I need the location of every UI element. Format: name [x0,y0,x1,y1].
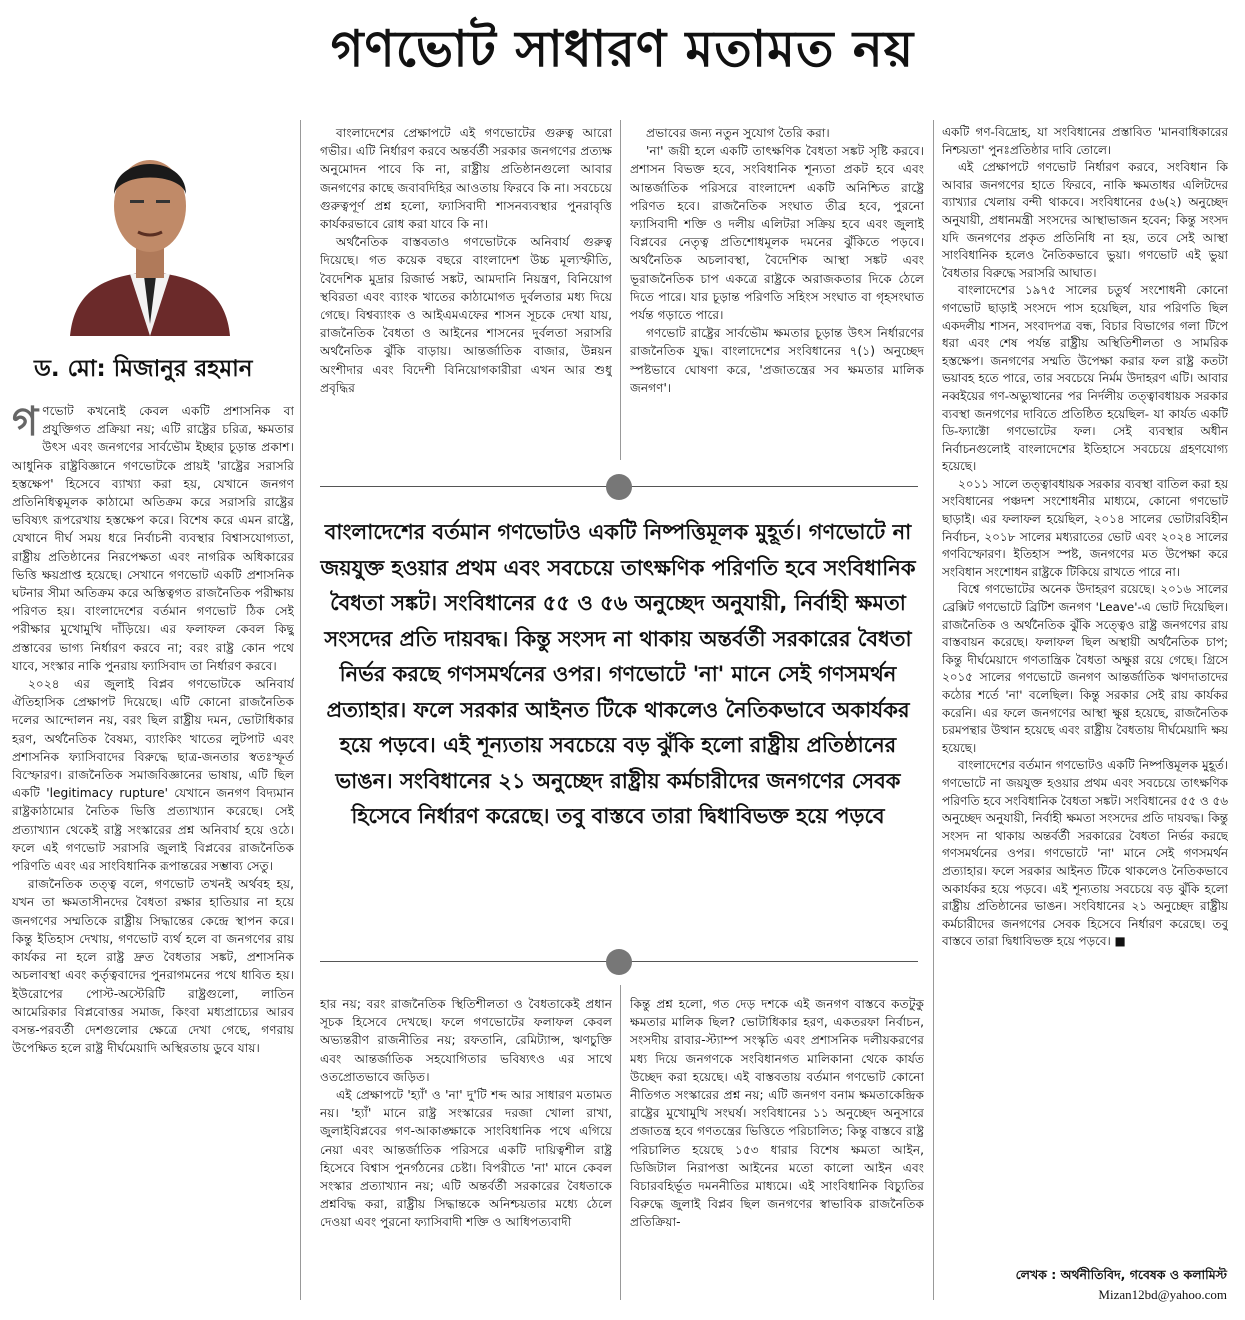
paragraph: গণভোট রাষ্ট্রের সার্বভৌম ক্ষমতার চূড়ান্ত উৎস নির্ধারণের রাজনৈতিক যুদ্ধ। বাংলাদেশের সংবিধানের ৭(১) অনুচ্ছেদ স্পষ্টভাবে ঘোষণা করে, 'প্রজাতন্ত্রের সব ক্ষমতার মালিক জনগণ'। [630,326,924,395]
separator-dot [606,949,632,975]
paragraph: বাংলাদেশের প্রেক্ষাপটে এই গণভোটের গুরুত্ব আরো গভীর। এটি নির্ধারণ করবে অন্তর্বর্তী সরকার জনগণের প্রত্যক্ষ অনুমোদন পাবে কি না, রাষ্ট্রীয় প্রতিষ্ঠানগুলো আবার জনগণের কাছে জবাবদিহির আওতায় ফিরবে কি না। সবচেয়ে গুরুত্বপূর্ণ প্রশ্ন হলো, ফ্যাসিবাদী শাসনব্যবস্থার পুনরাবৃত্তি কার্যকরভাবে রোধ করা যাবে কি না। [320,126,612,232]
author-email[interactable]: Mizan12bd@yahoo.com [1098,1287,1227,1302]
column-2-bottom [320,995,612,1305]
author-credit: লেখক : অর্থনীতিবিদ, গবেষক ও কলামিস্ট [1015,1267,1227,1282]
column-rule [620,985,621,1300]
column-1 [12,402,294,1310]
paragraph: রাজনৈতিক তত্ত্ব বলে, গণভোট তখনই অর্থবহ হয়, যখন তা ক্ষমতাসীনদের বৈধতা রক্ষার হাতিয়ার না হয়ে জনগণের সম্মতিকে রাষ্ট্রীয় সিদ্ধান্তের কেন্দ্রে স্থাপন করে। কিন্তু ইতিহাস দেখায়, গণভোট ব্যর্থ হলে বা জনগণের রায় কার্যকর না হলে রাষ্ট্র দ্রুত বৈধতার সঙ্কট, প্রশাসনিক অচলাবস্থা এবং কর্তৃত্ববাদের পুনরাগমনের পথে ধাবিত হয়। ইউরোপের পোস্ট-অস্টেরিটি রাষ্ট্রগুলো, লাতিন আমেরিকার বিপ্লবোত্তর সমাজ, কিংবা মধ্যপ্রাচ্যের আরব বসন্ত-পরবর্তী দেশগুলোর ক্ষেত্রে দেখা গেছে, গণরায় উপেক্ষিত হলে রাষ্ট্র দীর্ঘমেয়াদি অস্থিরতায় ডুবে যায়। [12,877,294,1056]
author-photo [60,124,240,336]
paragraph: প্রভাবের জন্য নতুন সুযোগ তৈরি করা। [646,126,830,140]
paragraph: হার নয়; বরং রাজনৈতিক স্থিতিশীলতা ও বৈধতাকেই প্রধান সূচক হিসেবে দেখছে। ফলে গণভোটের ফলাফল কেবল অভ্যন্তরীণ রাজনীতির নয়; রফতানি, রেমিট্যান্স, ঋণচুক্তি এবং আন্তর্জাতিক সহযোগিতার ভবিষ্যৎও এর সাথে ওতপ্রোতভাবে জড়িত। [320,997,612,1084]
column-2-top [320,124,612,464]
paragraph: একটি গণ-বিদ্রোহ, যা সংবিধানের প্রস্তাবিত 'মানবাধিকারের নিশ্চয়তা' পুনঃপ্রতিষ্ঠার দাবি তোলে। [942,125,1228,157]
paragraph: কিন্তু প্রশ্ন হলো, গত দেড় দশকে এই জনগণ বাস্তবে কতটুকু ক্ষমতার মালিক ছিল? ভোটাধিকার হরণ, একতরফা নির্বাচন, সংসদীয় রাবার-স্ট্যাম্প সংস্কৃতি এবং প্রশাসনিক দলীয়করণের মধ্য দিয়ে জনগণকে সংবিধানগত মালিকানা থেকে কার্যত উচ্ছেদ করা হয়েছে। এই বাস্তবতায় বর্তমান গণভোট কোনো নীতিগত সংস্কারের প্রশ্ন নয়; এটি জনগণ বনাম ক্ষমতাকেন্দ্রিক রাষ্ট্রের মুখোমুখি সংঘর্ষ। সংবিধানের ১১ অনুচ্ছেদ অনুসারে প্রজাতন্ত্র হবে গণতন্ত্রের ভিত্তিতে পরিচালিত; কিন্তু বাস্তবে রাষ্ট্র পরিচালিত হয়েছে ১৫৩ ধারার বিশেষ ক্ষমতা আইন, ডিজিটাল নিরাপত্তা আইনের মতো কালো আইন এবং বিচারবহির্ভূত দমননীতির মাধ্যমে। এই সাংবিধানিক বিচ্যুতির বিরুদ্ধে জুলাই বিপ্লব ছিল জনগণের স্বাভাবিক রাজনৈতিক প্রতিক্রিয়া- [630,997,924,1230]
paragraph: ণভোট কখনোই কেবল একটি প্রশাসনিক বা প্রযুক্তিগত প্রক্রিয়া নয়; এটি রাষ্ট্রের চরিত্র, ক্ষমতার উৎস এবং জনগণের সার্বভৌম ইচ্ছার চূড়ান্ত প্রকাশ। আধুনিক রাষ্ট্রবিজ্ঞানে গণভোটকে প্রায়ই 'রাষ্ট্রের সরাসরি হস্তক্ষেপ' হিসেবে ব্যাখ্যা করা হয়, যেখানে জনগণ প্রতিনিধিত্বমূলক কাঠামো অতিক্রম করে সরাসরি রাষ্ট্রের ভবিষ্যৎ রূপরেখায় হস্তক্ষেপ করে। বিশেষ করে এমন রাষ্ট্রে, যেখানে দীর্ঘ সময় ধরে নির্বাচনী ব্যবস্থার বিশ্বাসযোগ্যতা, রাষ্ট্রীয় প্রতিষ্ঠানের নিরপেক্ষতা এবং নাগরিক অধিকারের ভিত্তি ক্ষয়প্রাপ্ত হয়েছে। সেখানে গণভোট একটি প্রশাসনিক ঘটনার সীমা অতিক্রম করে অস্তিত্বগত রাজনৈতিক পরীক্ষায় পরিণত হয়। বাংলাদেশের বর্তমান গণভোট ঠিক সেই পরীক্ষার মুখোমুখি দাঁড়িয়ে। এর ফলাফল কেবল কিছু প্রস্তাবের ভাগ্য নির্ধারণ করবে না; বরং রাষ্ট্র কোন পথে যাবে, সংস্কার নাকি পুনরায় ফ্যাসিবাদ তা নির্ধারণ করবে। [12,404,294,673]
paragraph: বিশ্বে গণভোটের অনেক উদাহরণ রয়েছে। ২০১৬ সালের ব্রেক্সিট গণভোটে ব্রিটিশ জনগণ 'Leave'-এ ভোট দিয়েছিল। রাজনৈতিক ও অর্থনৈতিক ঝুঁকি সত্ত্বেও রাষ্ট্র জনগণের রায় বাস্তবায়ন করেছে। ফলাফল ছিল অস্থায়ী অর্থনৈতিক চাপ; কিন্তু দীর্ঘমেয়াদে গণতান্ত্রিক বৈধতা অক্ষুণ্ণ রয়ে গেছে। গ্রিসে ২০১৫ সালের গণভোটে জনগণ আন্তর্জাতিক ঋণদাতাদের কঠোর শর্তে 'না' বলেছিল। কিন্তু সরকার সেই রায় কার্যকর করেনি। এর ফলে জনগণের আস্থা ক্ষুণ্ণ হয়েছে, রাজনৈতিক চরমপন্থার উত্থান হয়েছে এবং রাষ্ট্রীয় বৈধতায় দীর্ঘমেয়াদি ক্ষয় হয়েছে। [942,582,1228,755]
paragraph: এই প্রেক্ষাপটে 'হ্যাঁ' ও 'না' দু'টি শব্দ আর সাধারণ মতামত নয়। 'হ্যাঁ' মানে রাষ্ট্র সংস্কারের দরজা খোলা রাখা, জুলাইবিপ্লবের গণ-আকাঙ্ক্ষাকে সাংবিধানিক পথে এগিয়ে নেয়া এবং আন্তর্জাতিক পরিসরে একটি দায়িত্বশীল রাষ্ট্র হিসেবে বিশ্বাস পুনর্গঠনের চেষ্টা। বিপরীতে 'না' মানে কেবল সংস্কার প্রত্যাখ্যান নয়; এটি অন্তর্বর্তী সরকারের বৈধতাকে প্রশ্নবিদ্ধ করা, রাষ্ট্রীয় সিদ্ধান্তকে অনিশ্চয়তার মধ্যে ঠেলে দেওয়া এবং পুরনো ফ্যাসিবাদী শক্তি ও আধিপত্যবাদী [320,1088,612,1230]
paragraph: অর্থনৈতিক বাস্তবতাও গণভোটকে অনিবার্য গুরুত্ব দিয়েছে। গত কয়েক বছরে বাংলাদেশ উচ্চ মূল্যস্ফীতি, বৈদেশিক মুদ্রার রিজার্ভ সঙ্কট, আমদানি নিয়ন্ত্রণ, বিনিয়োগ স্থবিরতা এবং ব্যাংক খাতের কাঠামোগত দুর্বলতার মধ্য দিয়ে গেছে। বিশ্বব্যাংক ও আইএমএফের শাসন সূচকে দেখা যায়, রাজনৈতিক বৈধতা ও আইনের শাসনের দুর্বলতা সরাসরি অর্থনৈতিক ঝুঁকি বাড়ায়। আন্তর্জাতিক বাজার, উন্নয়ন অংশীদার এবং বিদেশী বিনিয়োগকারীরা এখন আর শুধু প্রবৃদ্ধির [320,235,612,395]
pull-quote: বাংলাদেশের বর্তমান গণভোটও একটি নিষ্পত্তিমূলক মুহূর্ত। গণভোটে না জয়যুক্ত হওয়ার প্রথম এবং সবচেয়ে তাৎক্ষণিক পরিণতি হবে সংবিধানিক বৈধতা সঙ্কট। সংবিধানের ৫৫ ও ৫৬ অনুচ্ছেদ অনুযায়ী, নির্বাহী ক্ষমতা সংসদের প্রতি দায়বদ্ধ। কিন্তু সংসদ না থাকায় অন্তর্বর্তী সরকারের বৈধতা নির্ভর করছে গণসমর্থনের ওপর। গণভোটে 'না' মানে সেই গণসমর্থন প্রত্যাহার। ফলে সরকার আইনত টিকে থাকলেও নৈতিকভাবে অকার্যকর হয়ে পড়বে। এই শূন্যতায় সবচেয়ে বড় ঝুঁকি হলো রাষ্ট্রীয় প্রতিষ্ঠানের ভাঙন। সংবিধানের ২১ অনুচ্ছেদ রাষ্ট্রীয় কর্মচারীদের জনগণের সেবক হিসেবে নির্ধারণ করেছে। তবু বাস্তবে তারা দ্বিধাবিভক্ত হয়ে পড়বে [320,520,916,828]
separator-dot [606,474,632,500]
column-3-bottom [630,995,924,1305]
drop-cap: গ [12,402,39,445]
paragraph: বাংলাদেশের বর্তমান গণভোটও একটি নিষ্পত্তিমূলক মুহূর্ত। গণভোটে না জয়যুক্ত হওয়ার প্রথম এবং সবচেয়ে তাৎক্ষণিক পরিণতি হবে সংবিধানিক বৈধতা সঙ্কট। সংবিধানের ৫৫ ও ৫৬ অনুচ্ছেদ অনুযায়ী, নির্বাহী ক্ষমতা সংসদের প্রতি দায়বদ্ধ। কিন্তু সংসদ না থাকায় অন্তর্বর্তী সরকারের বৈধতা নির্ভর করছে গণসমর্থনের ওপর। গণভোটে 'না' মানে সেই গণসমর্থন প্রত্যাহার। ফলে সরকার আইনত টিকে থাকলেও নৈতিকভাবে অকার্যকর হয়ে পড়বে। এই শূন্যতায় সবচেয়ে বড় ঝুঁকি হলো রাষ্ট্রীয় প্রতিষ্ঠানের ভাঙন। সংবিধানের ২১ অনুচ্ছেদ রাষ্ট্রীয় কর্মচারীদের জনগণের সেবক হিসেবে নির্ধারণ করেছে। তবু বাস্তবে তারা দ্বিধাবিভক্ত হয়ে পড়বে। ■ [942,758,1228,949]
paragraph: ২০১১ সালে তত্ত্বাবধায়ক সরকার ব্যবস্থা বাতিল করা হয় সংবিধানের পঞ্চদশ সংশোধনীর মাধ্যমে, কোনো গণভোট ছাড়াই। এর ফলাফল হয়েছিল, ২০১৪ সালের ভোটারবিহীন নির্বাচন, ২০১৮ সালের মধ্যরাতের ভোট এবং ২০২৪ সালের গণবিস্ফোরণ। ইতিহাস স্পষ্ট, জনগণের মত উপেক্ষা করে সংবিধান সংশোধন রাষ্ট্রকে টিকিয়ে রাখতে পারে না। [942,476,1228,579]
paragraph: ২০২৪ এর জুলাই বিপ্লব গণভোটকে অনিবার্য ঐতিহাসিক প্রেক্ষাপট দিয়েছে। এটি কোনো রাজনৈতিক দলের আন্দোলন নয়, বরং ছিল রাষ্ট্রীয় দমন, ভোটাধিকার হরণ, অর্থনৈতিক বৈষম্য, ব্যাংকিং খাতের লুটপাট এবং প্রশাসনিক ফ্যাসিবাদের বিরুদ্ধে ছাত্র-জনতার স্বতঃস্ফূর্ত বিস্ফোরণ। রাজনৈতিক সমাজবিজ্ঞানের ভাষায়, এটি ছিল একটি 'legitimacy rupture' যেখানে জনগণ বিদ্যমান রাষ্ট্রকাঠামোর নৈতিক ভিত্তি প্রত্যাখ্যান করেছে। সেই প্রত্যাখ্যান থেকেই রাষ্ট্র সংস্কারের প্রশ্ন অনিবার্য হয়ে ওঠে। ফলে এই গণভোট সরাসরি জুলাই বিপ্লবের রাজনৈতিক পরিণতি এবং এর সাংবিধানিক রূপান্তরের সম্ভাব্য সেতু। [12,677,294,874]
paragraph: 'না' জয়ী হলে একটি তাৎক্ষণিক বৈধতা সঙ্কট সৃষ্টি করবে। প্রশাসন বিভক্ত হবে, সংবিধানিক শূন্যতা প্রকট হবে এবং আন্তর্জাতিক পরিসরে বাংলাদেশ একটি অনিশ্চিত রাষ্ট্রে পরিণত হবে। রাজনৈতিক সংঘাত তীব্র হবে, পুরনো ফ্যাসিবাদী শক্তি ও দলীয় এলিটরা সক্রিয় হবে এবং জুলাই বিপ্লবের নেতৃত্ব প্রতিশোধমূলক দমনের ঝুঁকিতে পড়বে। অর্থনৈতিক অচলাবস্থা, বৈদেশিক আস্থা সঙ্কট এবং ভূরাজনৈতিক চাপ একত্রে রাষ্ট্রকে অরাজকতার দিকে ঠেলে দিতে পারে। যার চূড়ান্ত পরিণতি সহিংস সংঘাত বা গৃহসংঘাত পর্যন্ত গড়াতে পারে। [630,144,924,323]
headline: গণভোট সাধারণ মতামত নয় [330,20,915,78]
column-rule [933,120,934,1300]
column-rule [620,120,621,460]
column-rule [300,120,301,1300]
column-3-top [630,124,924,464]
author-byline: ড. মো: মিজানুর রহমান [34,356,253,382]
paragraph: বাংলাদেশের ১৯৭৫ সালের চতুর্থ সংশোধনী কোনো গণভোট ছাড়াই সংসদে পাস হয়েছিল, যার পরিণতি ছিল একদলীয় শাসন, সংবাদপত্র বন্ধ, বিচার বিভাগের গলা টিপে ধরা এবং শেষ পর্যন্ত রাষ্ট্রীয় অস্থিতিশীলতা ও সামরিক হস্তক্ষেপ। জনগণের সম্মতি উপেক্ষা করার ফল রাষ্ট্র কতটা ভয়াবহ হতে পারে, তার সবচেয়ে নির্মম উদাহরণ এটি। আবার নব্বইয়ের গণ-অভ্যুত্থানের পর নির্দলীয় তত্ত্বাবধায়ক সরকার ব্যবস্থা জনগণের দাবিতে প্রতিষ্ঠিত হয়েছিল- যা কার্যত একটি ডি-ফ্যাক্টো গণভোটের ফল। সেই ব্যবস্থার অধীন নির্বাচনগুলোই বাংলাদেশের ইতিহাসে সবচেয়ে গ্রহণযোগ্য হয়েছে। [942,283,1228,474]
paragraph: এই প্রেক্ষাপটে গণভোট নির্ধারণ করবে, সংবিধান কি আবার জনগণের হাতে ফিরবে, নাকি ক্ষমতাধর এলিটদের ব্যাখ্যার খেলায় বন্দী থাকবে। সংবিধানের ৫৬(২) অনুচ্ছেদ অনুযায়ী, প্রধানমন্ত্রী সংসদের আস্থাভাজন হবেন; কিন্তু সংসদ যদি জনগণের প্রকৃত প্রতিনিধি না হয়, তবে সেই আস্থা সাংবিধানিক হলেও নৈতিকভাবে ভুয়া। গণভোট এই ভুয়া বৈধতার বিরুদ্ধে সরাসরি আঘাত। [942,160,1228,280]
column-4 [942,124,1228,1264]
